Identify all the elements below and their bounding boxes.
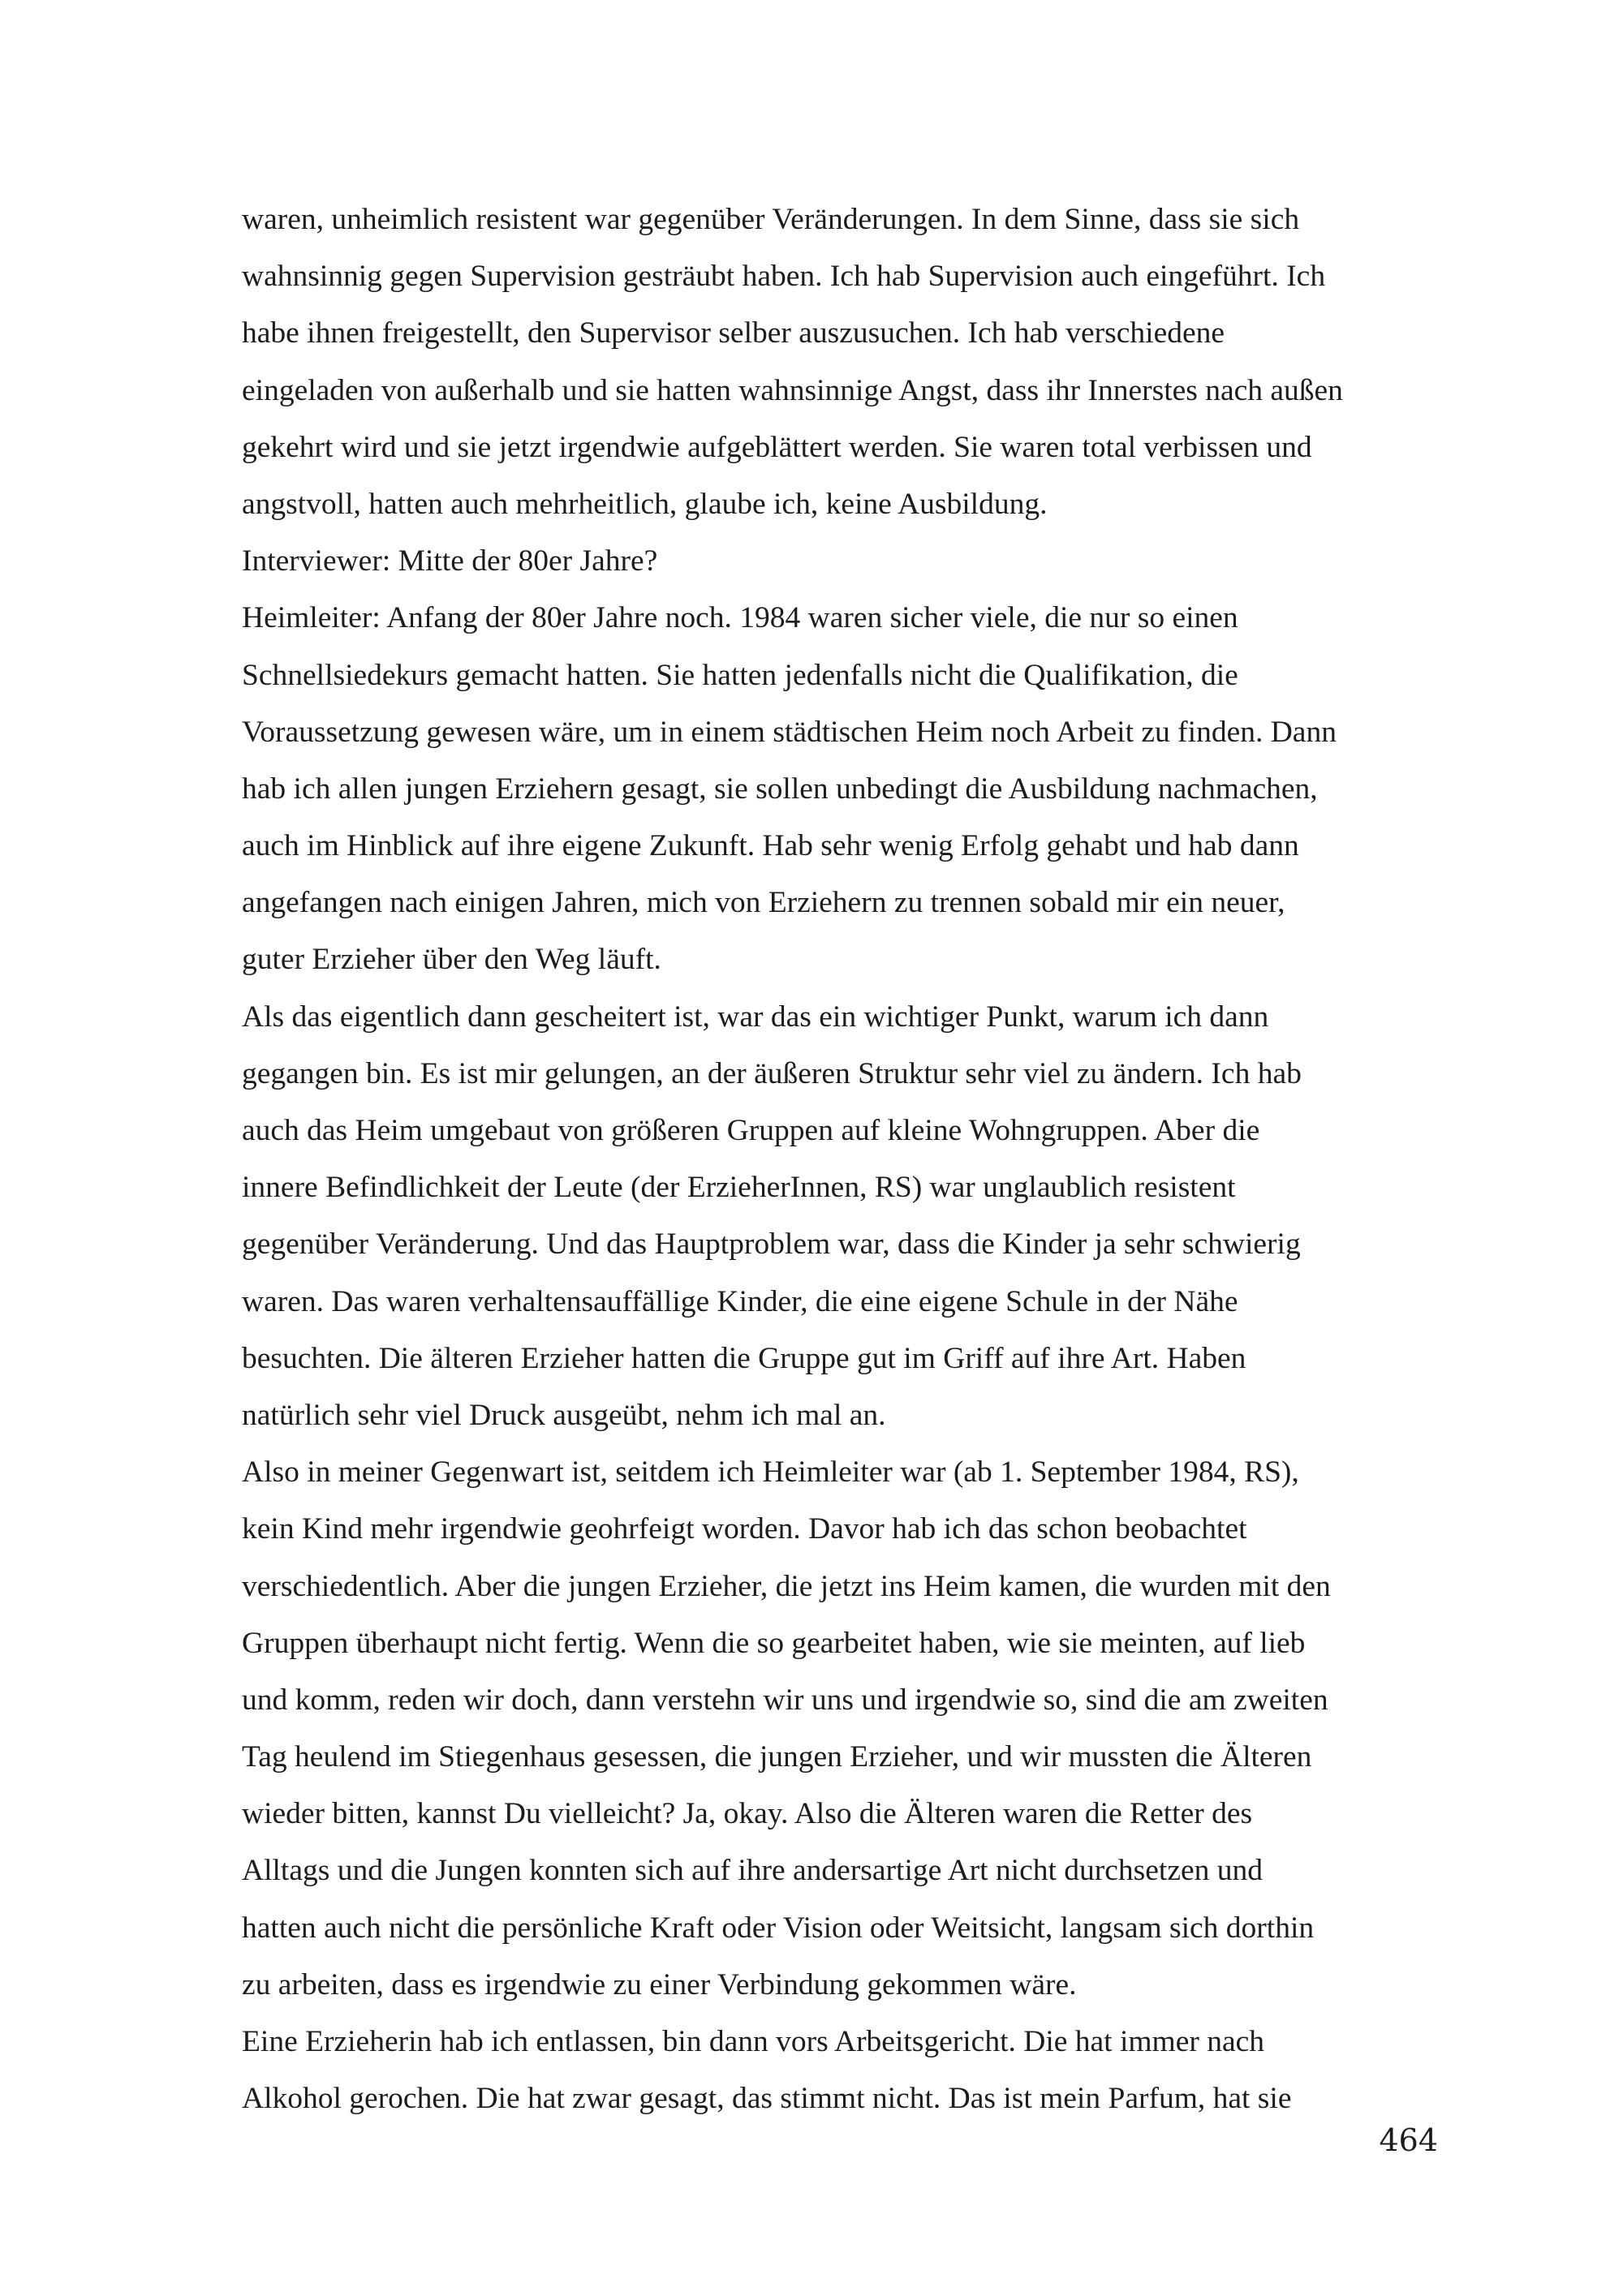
text-line: innere Befindlichkeit der Leute (der ErzieherInnen, RS) war unglaublich resistent [242, 1171, 1236, 1205]
text-line: wahnsinnig gegen Supervision gesträubt haben. Ich hab Supervision auch eingeführt. Ich [242, 260, 1326, 294]
text-line: angefangen nach einigen Jahren, mich von Erziehern zu trennen sobald mir ein neuer, [242, 886, 1285, 920]
text-line: Gruppen überhaupt nicht fertig. Wenn die so gearbeitet haben, wie sie meinten, auf lieb [242, 1626, 1306, 1660]
text-line: Voraussetzung gewesen wäre, um in einem städtischen Heim noch Arbeit zu finden. Dann [242, 715, 1337, 749]
text-line: verschiedentlich. Aber die jungen Erzieher, die jetzt ins Heim kamen, die wurden mit den [242, 1569, 1331, 1603]
text-line: auch das Heim umgebaut von größeren Gruppen auf kleine Wohngruppen. Aber die [242, 1114, 1260, 1147]
text-line: kein Kind mehr irgendwie geohrfeigt worden. Davor hab ich das schon beobachtet [242, 1512, 1247, 1546]
text-line: wieder bitten, kannst Du vielleicht? Ja, okay. Also die Älteren waren die Retter des [242, 1797, 1253, 1831]
text-line: eingeladen von außerhalb und sie hatten wahnsinnige Angst, dass ihr Innerstes nach außen [242, 373, 1343, 407]
text-line: gegangen bin. Es ist mir gelungen, an der äußeren Struktur sehr viel zu ändern. Ich hab [242, 1056, 1302, 1090]
text-line: Eine Erzieherin hab ich entlassen, bin dann vors Arbeitsgericht. Die hat immer nach [242, 2025, 1265, 2058]
text-line: hatten auch nicht die persönliche Kraft oder Vision oder Weitsicht, langsam sich dorthin [242, 1911, 1315, 1945]
text-line: Als das eigentlich dann gescheitert ist, war das ein wichtiger Punkt, warum ich dann [242, 1000, 1269, 1034]
text-line: Heimleiter: Anfang der 80er Jahre noch. 1984 waren sicher viele, die nur so einen [242, 601, 1238, 635]
text-line: Alltags und die Jungen konnten sich auf ihre andersartige Art nicht durchsetzen und [242, 1854, 1263, 1888]
text-line: Schnellsiedekurs gemacht hatten. Sie hatten jedenfalls nicht die Qualifikation, die [242, 658, 1238, 692]
text-line: gekehrt wird und sie jetzt irgendwie aufgeblättert werden. Sie waren total verbissen und [242, 430, 1312, 464]
text-line: angstvoll, hatten auch mehrheitlich, glaube ich, keine Ausbildung. [242, 487, 1048, 521]
text-line: gegenüber Veränderung. Und das Hauptproblem war, dass die Kinder ja sehr schwierig [242, 1228, 1301, 1262]
text-line: waren. Das waren verhaltensauffällige Kinder, die eine eigene Schule in der Nähe [242, 1284, 1238, 1318]
page-number: 464 [1379, 2122, 1438, 2158]
text-line: hab ich allen jungen Erziehern gesagt, sie sollen unbedingt die Ausbildung nachmachen, [242, 772, 1318, 806]
body-text [242, 191, 1443, 2127]
text-line: waren, unheimlich resistent war gegenüber Veränderungen. In dem Sinne, dass sie sich [242, 203, 1300, 236]
text-line: Tag heulend im Stiegenhaus gesessen, die jungen Erzieher, und wir mussten die Älteren [242, 1740, 1312, 1774]
text-line: guter Erzieher über den Weg läuft. [242, 943, 661, 977]
text-line: auch im Hinblick auf ihre eigene Zukunft. Hab sehr wenig Erfolg gehabt und hab dann [242, 829, 1299, 863]
text-line: besuchten. Die älteren Erzieher hatten die Gruppe gut im Griff auf ihre Art. Haben [242, 1341, 1246, 1375]
text-line: habe ihnen freigestellt, den Supervisor selber auszusuchen. Ich hab verschiedene [242, 316, 1225, 350]
text-line: Alkohol gerochen. Die hat zwar gesagt, das stimmt nicht. Das ist mein Parfum, hat sie [242, 2082, 1292, 2116]
text-line: zu arbeiten, dass es irgendwie zu einer Verbindung gekommen wäre. [242, 1967, 1077, 2001]
text-line: Also in meiner Gegenwart ist, seitdem ich Heimleiter war (ab 1. September 1984, RS), [242, 1455, 1299, 1490]
text-line: Interviewer: Mitte der 80er Jahre? [242, 544, 658, 578]
text-line: und komm, reden wir doch, dann verstehn wir uns und irgendwie so, sind die am zweiten [242, 1683, 1328, 1717]
text-line: natürlich sehr viel Druck ausgeübt, nehm ich mal an. [242, 1398, 886, 1432]
